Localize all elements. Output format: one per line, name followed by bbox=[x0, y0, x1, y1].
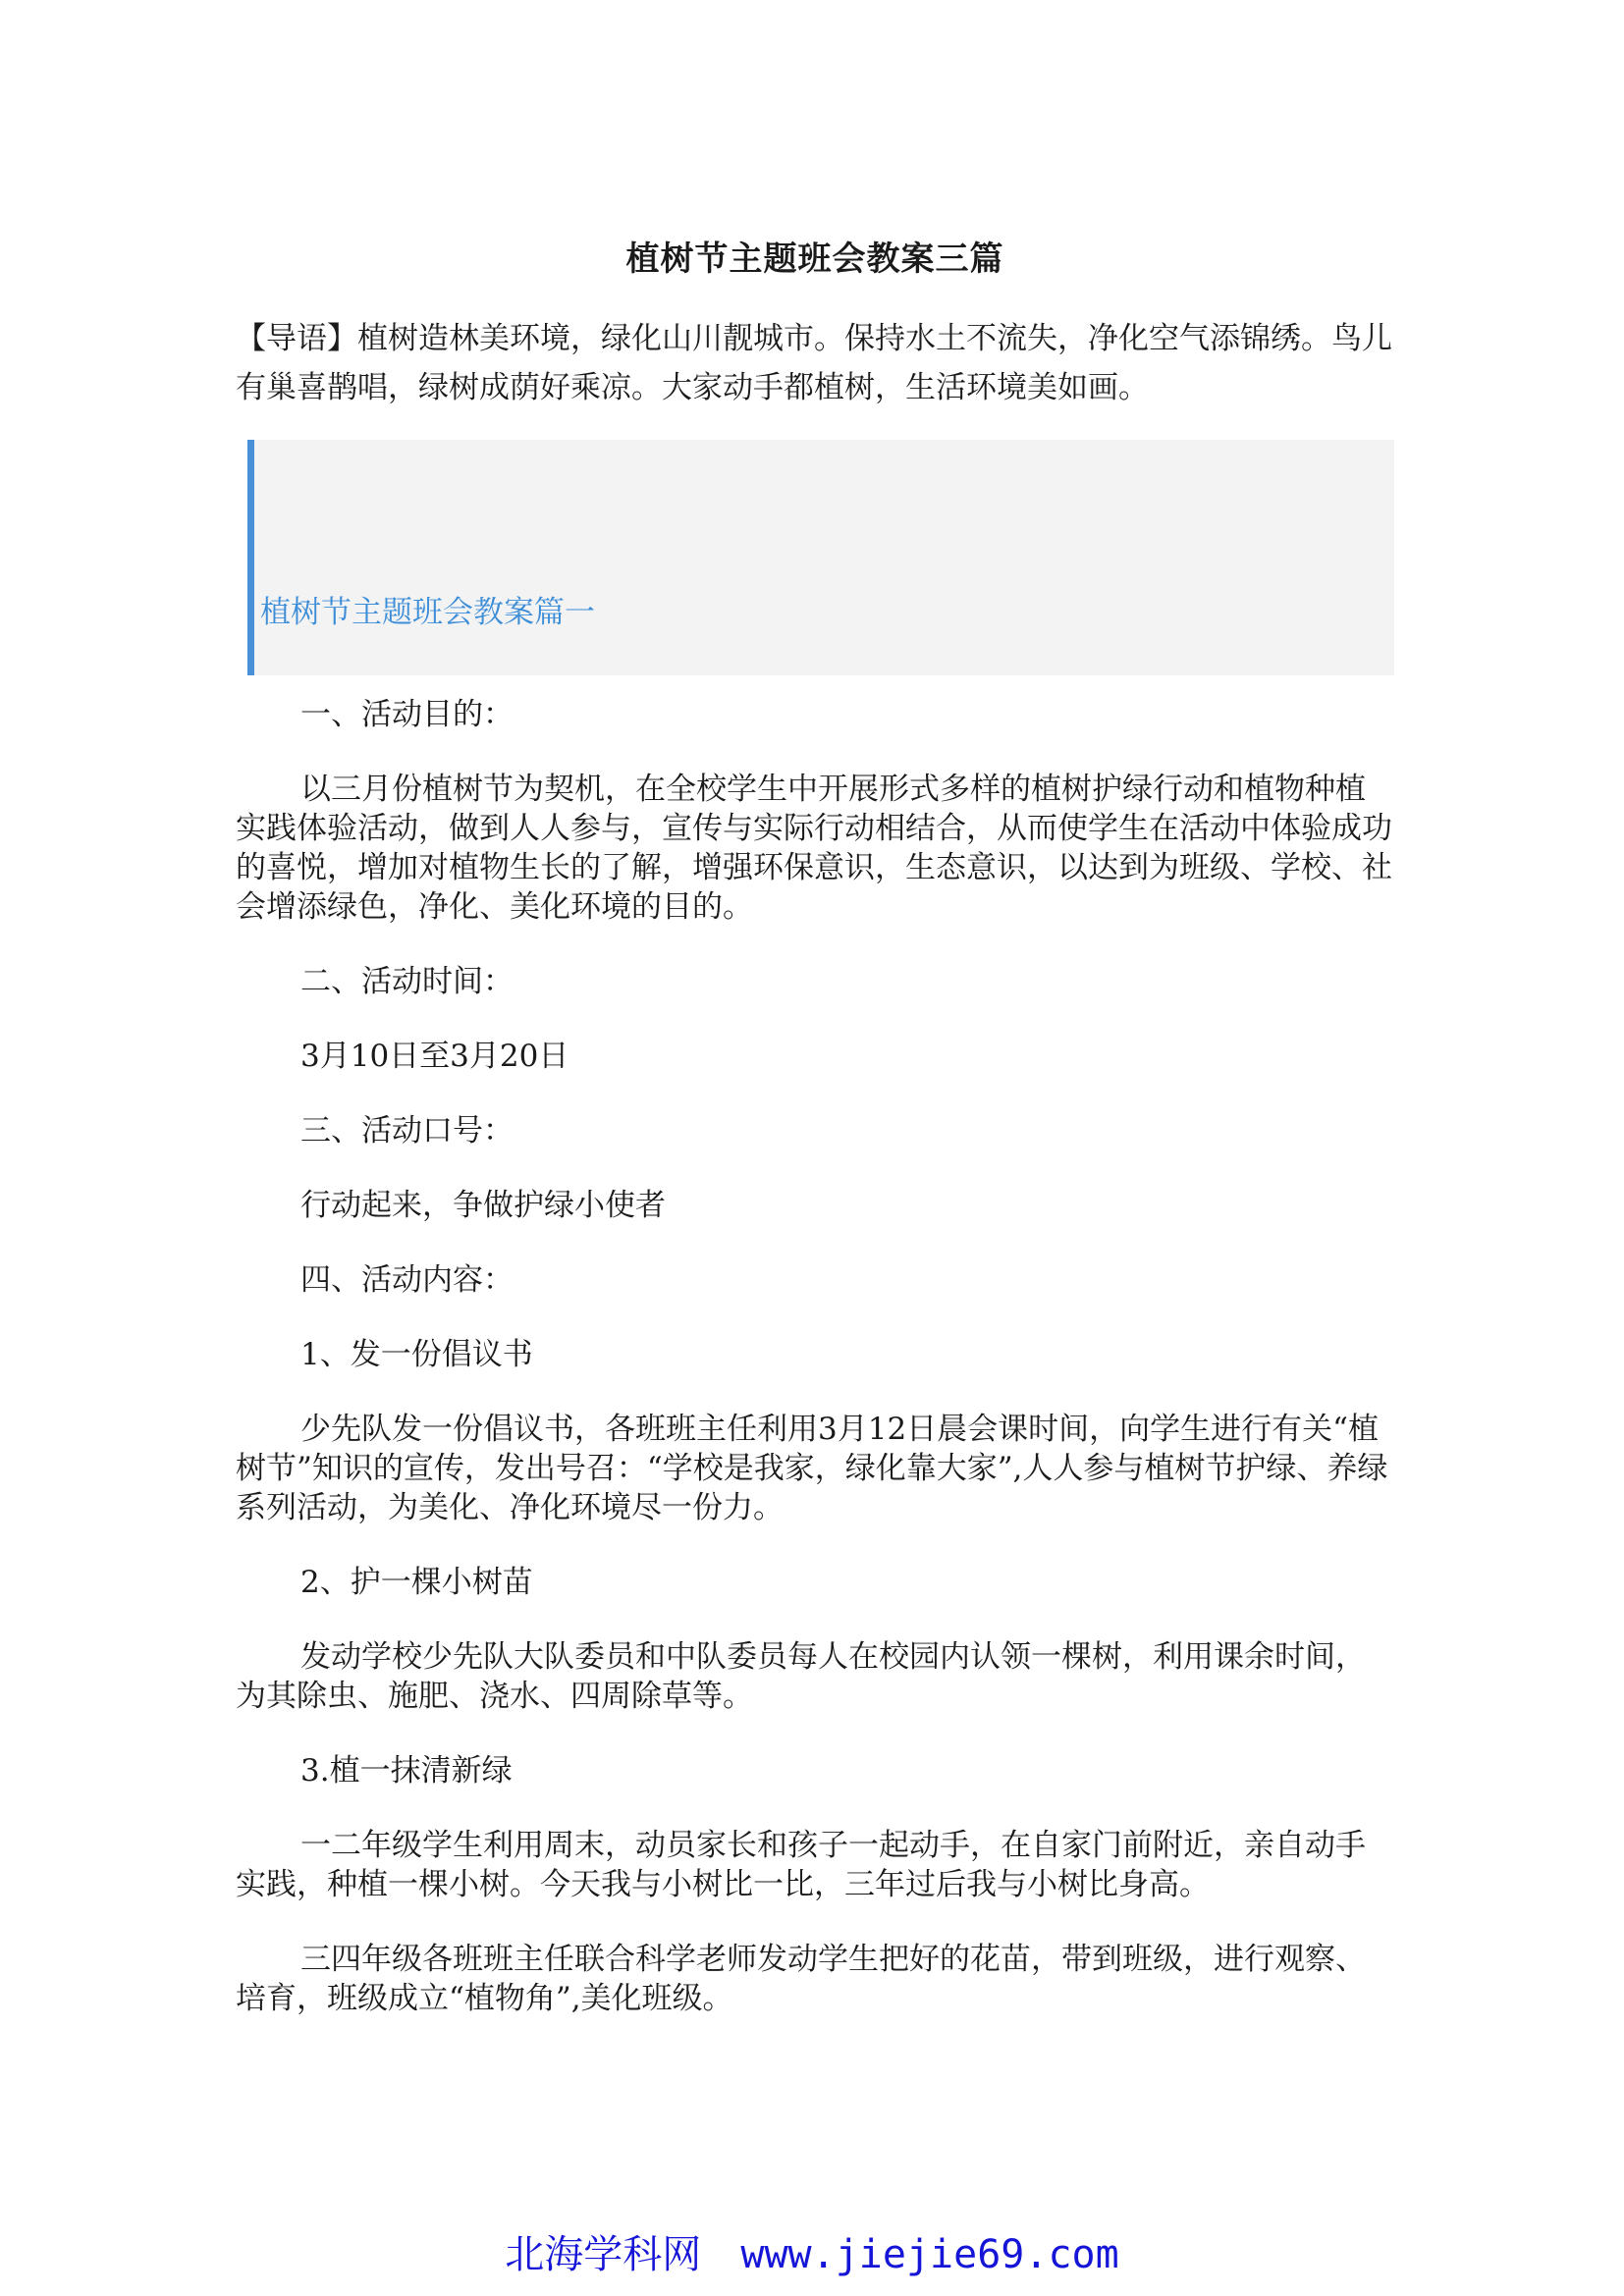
paragraph: 四、活动内容： bbox=[300, 1262, 514, 1298]
paragraph: 3月10日至3月20日 bbox=[300, 1039, 569, 1074]
section-heading-box bbox=[247, 440, 1394, 675]
paragraph: 以三月份植树节为契机，在全校学生中开展形式多样的植树护绿行动和植物种植实践体验活动，做到人人参与，宣传与实际行动相结合，从而使学生在活动中体验成功的喜悦，增加对植物生长的了解，增强环保意识，生态意识，以达到为班级、学校、社会增添绿色，净化、美化环境的目的。 bbox=[236, 772, 1392, 925]
footer-site-name: 北海学科网 bbox=[505, 2232, 702, 2277]
paragraph: 三四年级各班班主任联合科学老师发动学生把好的花苗，带到班级，进行观察、培育，班级成立“植物角”,美化班级。 bbox=[236, 1942, 1366, 2016]
paragraph: 二、活动时间： bbox=[300, 964, 514, 999]
intro-paragraph: 【导语】植树造林美环境，绿化山川靓城市。保持水土不流失，净化空气添锦绣。鸟儿有巢喜鹊唱，绿树成荫好乘凉。大家动手都植树，生活环境美如画。 bbox=[236, 321, 1392, 405]
paragraph: 少先队发一份倡议书，各班班主任利用3月12日晨会课时间，向学生进行有关“植树节”知识的宣传，发出号召：“学校是我家，绿化靠大家”,人人参与植树节护绿、养绿系列活动，为美化、净化环境尽一份力。 bbox=[236, 1412, 1388, 1525]
paragraph: 2、护一棵小树苗 bbox=[300, 1565, 533, 1600]
paragraph: 1、发一份倡议书 bbox=[300, 1337, 533, 1372]
footer-url[interactable]: www.jiejie69.com bbox=[740, 2232, 1119, 2277]
section-heading: 植树节主题班会教案篇一 bbox=[260, 595, 595, 630]
paragraph: 三、活动口号： bbox=[300, 1113, 514, 1148]
page-title: 植树节主题班会教案三篇 bbox=[625, 240, 1004, 279]
paragraph: 一二年级学生利用周末，动员家长和孩子一起动手，在自家门前附近，亲自动手实践，种植一棵小树。今天我与小树比一比，三年过后我与小树比身高。 bbox=[236, 1828, 1366, 1902]
paragraph: 发动学校少先队大队委员和中队委员每人在校园内认领一棵树，利用课余时间，为其除虫、施肥、浇水、四周除草等。 bbox=[236, 1639, 1366, 1714]
paragraph: 行动起来，争做护绿小使者 bbox=[300, 1188, 666, 1223]
paragraph: 一、活动目的： bbox=[300, 697, 514, 732]
footer-watermark bbox=[0, 2223, 1624, 2279]
body-text bbox=[236, 695, 1394, 2054]
paragraph: 3.植一抹清新绿 bbox=[300, 1753, 513, 1789]
